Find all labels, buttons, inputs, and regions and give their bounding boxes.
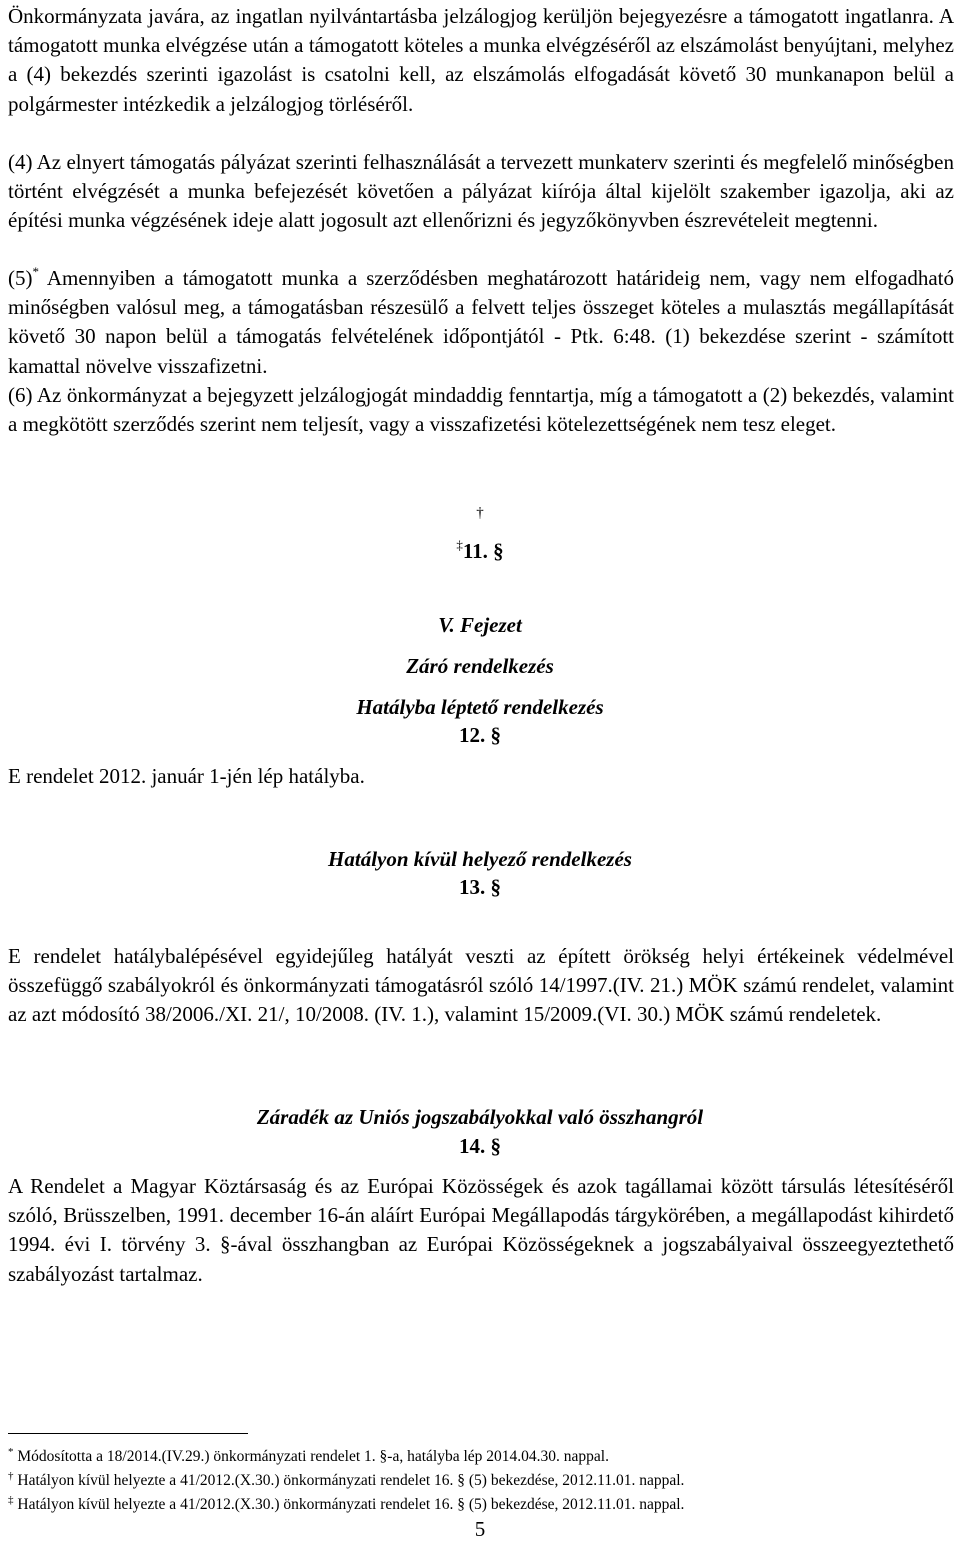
paragraph-12: E rendelet 2012. január 1-jén lép hatályba. xyxy=(8,764,365,788)
footnote-divider xyxy=(8,1433,248,1434)
subheading-hatalyba: Hatályba léptető rendelkezés xyxy=(356,695,604,719)
section-12: 12. § xyxy=(459,723,501,747)
footnote-ref-dagger[interactable]: † xyxy=(476,505,484,521)
chapter-title: Záró rendelkezés xyxy=(406,654,554,678)
footnote-1-mark: * xyxy=(8,1446,14,1458)
paragraph-13: E rendelet hatálybalépésével egyidejűleg hatályát veszti az épített örökség helyi értékeinek védelmével összefüggő szabályokról és önkormányzati támogatásról szóló 14/1997.(IV. 21.) MÖK számú rendelet, valamint az azt módosító 38/2006./XI. 21/, 10/2008. (IV. 1.), valamint 15/2009.(VI. 30.) MÖK számú rendeletek. xyxy=(8,944,954,1027)
footnote-3-mark: ‡ xyxy=(8,1494,14,1506)
footnote-2 xyxy=(8,1471,954,1491)
footnote-ref-asterisk[interactable]: * xyxy=(32,264,39,279)
section-11-label: 11. § xyxy=(462,539,504,563)
paragraph-14: A Rendelet a Magyar Köztársaság és az Európai Közösségek és azok tagállamai között társulás létesítéséről szóló, Brüsszelben, 1991. december 16-án aláírt Európai Megállapodás tárgykörében, a megállapodást kihirdető 1994. évi I. törvény 3. §-ával összhangban az Európai Közösségeknek a jogszabályaival összeegyeztethető szabályozást tartalmaz. xyxy=(8,1174,954,1286)
footnote-2-mark: † xyxy=(8,1470,14,1482)
paragraph-5-text: Amennyiben a támogatott munka a szerződésben meghatározott határideig nem, vagy nem elfogadható minőségben valósul meg, a támogatásban részesülő a felvett teljes összeget köteles a mulasztás megállapítását követő 30 napon belül a támogatás felvételének időpontjától - Ptk. 6:48. (1) bekezdése szerint - számított kamattal növelve visszafizetni. xyxy=(8,266,954,378)
section-14: 14. § xyxy=(459,1134,501,1158)
paragraph-5-number: (5) xyxy=(8,266,33,290)
footnote-1 xyxy=(8,1447,954,1467)
paragraph-5 xyxy=(8,264,954,381)
footnote-3-text: Hatályon kívül helyezte a 41/2012.(X.30.) önkormányzati rendelet 16. § (5) bekezdése, 2012.11.01. nappal. xyxy=(17,1496,685,1513)
footnote-2-text: Hatályon kívül helyezte a 41/2012.(X.30.) önkormányzati rendelet 16. § (5) bekezdése, 2012.11.01. nappal. xyxy=(17,1472,685,1489)
subheading-zaradek: Záradék az Uniós jogszabályokkal való összhangról xyxy=(256,1105,704,1129)
footnote-ref-double-dagger[interactable]: ‡ xyxy=(456,537,463,552)
section-11 xyxy=(0,538,960,564)
chapter-heading: V. Fejezet xyxy=(438,613,522,637)
section-13: 13. § xyxy=(459,875,501,899)
subheading-hatalyon-kivul: Hatályon kívül helyező rendelkezés xyxy=(328,847,632,871)
paragraph-intro: Önkormányzata javára, az ingatlan nyilvántartásba jelzálogjog kerüljön bejegyezésre a támogatott ingatlanra. A támogatott munka elvégzése után a támogatott köteles a munka elvégzéséről az elszámolást benyújtani, melyhez a (4) bekezdés szerinti igazolást is csatolni kell, az elszámolás elfogadását követő 30 munkanapon belül a polgármester intézkedik a jelzálogjog törléséről. xyxy=(8,4,954,116)
page-number: 5 xyxy=(474,1517,486,1541)
footnote-1-text: Módosította a 18/2014.(IV.29.) önkormányzati rendelet 1. §-a, hatályba lép 2014.04.30. nappal. xyxy=(17,1448,609,1465)
paragraph-6: (6) Az önkormányzat a bejegyzett jelzálogjogát mindaddig fenntartja, míg a támogatott a (2) bekezdés, valamint a megkötött szerződés szerint nem teljesít, vagy a visszafizetési kötelezettségének nem tesz eleget. xyxy=(8,383,954,437)
paragraph-4: (4) Az elnyert támogatás pályázat szerinti felhasználását a tervezett munkaterv szerinti és megfelelő minőségben történt elvégzését a munka befejezését követően a pályázat kiírója által kijelölt szakember igazolja, aki az építési munka végzésének ideje alatt jogosult azt ellenőrizni és jegyzőkönyvben észrevételeit megtenni. xyxy=(8,150,954,233)
footnote-3 xyxy=(8,1495,954,1515)
